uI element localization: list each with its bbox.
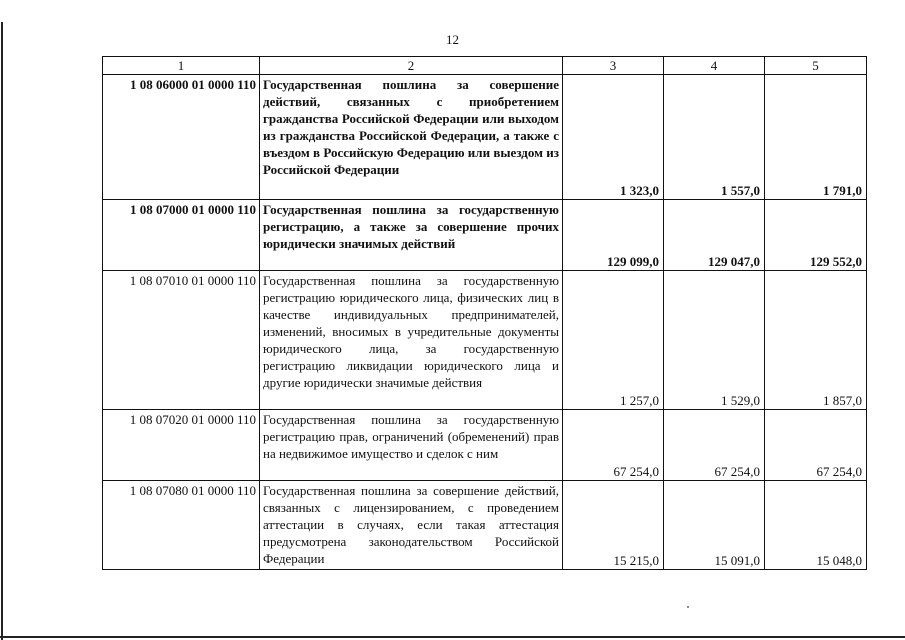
value-cell-col5: 15 048,0	[765, 481, 867, 570]
value-cell-col3: 15 215,0	[563, 481, 664, 570]
page-number: 12	[446, 32, 459, 47]
revenue-name-cell: Государственная пошлина за совершение действий, связанных с приобретением гражданства Российской Федерации или выходом из гражданства Российской Федерации, а также с въездом в Российскую Федерацию или выездом из Российской Федерации	[260, 75, 563, 200]
table-row	[103, 75, 867, 200]
value-cell-col4: 67 254,0	[664, 410, 765, 481]
revenue-name-cell: Государственная пошлина за государственную регистрацию юридического лица, физических лиц в качестве индивидуальных предпринимателей, изменений, вносимых в учредительные документы юридического лица, за государственную регистрацию ликвидации юридического лица и другие юридически значимые действия	[260, 271, 563, 410]
table-row	[103, 200, 867, 271]
value-cell-col4: 1 529,0	[664, 271, 765, 410]
budget-revenue-table	[102, 56, 867, 570]
scan-speck	[687, 606, 689, 608]
column-header-1: 1	[103, 57, 260, 75]
value-cell-col3: 1 257,0	[563, 271, 664, 410]
table-row	[103, 410, 867, 481]
column-header-2: 2	[260, 57, 563, 75]
value-cell-col3: 129 099,0	[563, 200, 664, 271]
value-cell-col3: 1 323,0	[563, 75, 664, 200]
revenue-name-cell: Государственная пошлина за государственную регистрацию, а также за совершение прочих юридически значимых действий	[260, 200, 563, 271]
column-header-5: 5	[765, 57, 867, 75]
value-cell-col5: 1 791,0	[765, 75, 867, 200]
value-cell-col4: 129 047,0	[664, 200, 765, 271]
table-row	[103, 271, 867, 410]
value-cell-col5: 129 552,0	[765, 200, 867, 271]
value-cell-col4: 15 091,0	[664, 481, 765, 570]
value-cell-col5: 67 254,0	[765, 410, 867, 481]
revenue-name-cell: Государственная пошлина за совершение действий, связанных с лицензированием, с проведением аттестации в случаях, если такая аттестация предусмотрена законодательством Российской Федерации	[260, 481, 563, 570]
scan-edge-left	[1, 22, 3, 640]
column-header-3: 3	[563, 57, 664, 75]
budget-code-cell: 1 08 07000 01 0000 110	[103, 200, 260, 271]
value-cell-col4: 1 557,0	[664, 75, 765, 200]
scan-edge-bottom	[0, 636, 905, 638]
table-header-row	[103, 57, 867, 75]
revenue-name-cell: Государственная пошлина за государственную регистрацию прав, ограничений (обременений) прав на недвижимое имущество и сделок с ним	[260, 410, 563, 481]
value-cell-col3: 67 254,0	[563, 410, 664, 481]
budget-code-cell: 1 08 06000 01 0000 110	[103, 75, 260, 200]
table-row	[103, 481, 867, 570]
value-cell-col5: 1 857,0	[765, 271, 867, 410]
budget-code-cell: 1 08 07020 01 0000 110	[103, 410, 260, 481]
column-header-4: 4	[664, 57, 765, 75]
budget-code-cell: 1 08 07080 01 0000 110	[103, 481, 260, 570]
budget-code-cell: 1 08 07010 01 0000 110	[103, 271, 260, 410]
